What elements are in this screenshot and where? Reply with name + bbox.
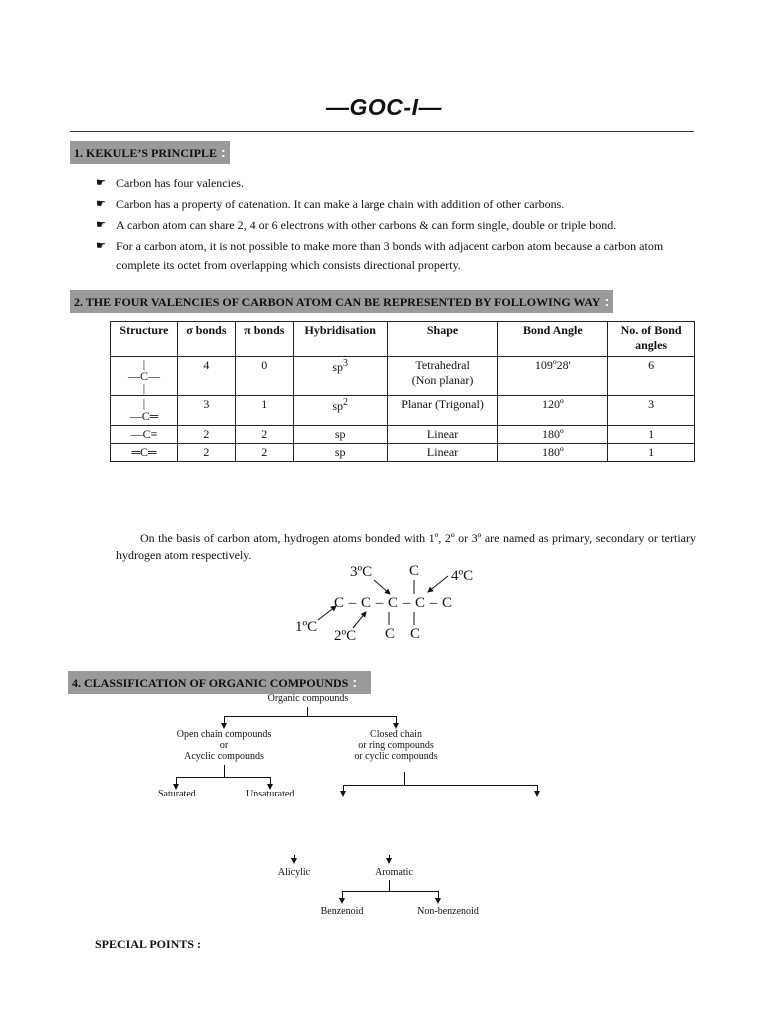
section-4-heading — [68, 671, 371, 694]
bond-count-cell: 1 — [608, 444, 695, 462]
list-item — [96, 174, 702, 193]
chain-label-3c: 3ºC — [350, 564, 373, 580]
arrow-down-icon — [339, 898, 345, 904]
bond-line-icon: | — [142, 357, 146, 371]
pointing-hand-icon: ☛ — [96, 198, 106, 210]
hyb-superscript: 3 — [343, 358, 349, 369]
arrow-down-icon — [340, 791, 346, 797]
chain-bottom-carbon-2: C — [410, 626, 421, 642]
table-row — [111, 444, 695, 462]
shape-subtext: (Non planar) — [411, 373, 474, 387]
shape-cell — [387, 357, 498, 396]
section-2-heading-text: 2. THE FOUR VALENCIES OF CARBON ATOM CAN BE REPRESENTED BY FOLLOWING WAY — [74, 295, 601, 309]
tree-connector — [389, 880, 390, 891]
tree-connector — [224, 765, 225, 777]
bullet-text: Carbon has a property of catenation. It can make a large chain with addition of other carbons. — [116, 197, 565, 211]
arrow-down-icon — [435, 898, 441, 904]
bond-angle-cell: 180º — [498, 426, 608, 444]
sigma-cell: 3 — [177, 396, 235, 426]
arrow-down-icon — [386, 858, 392, 864]
hybridisation-cell — [293, 357, 387, 396]
bullet-text: Carbon has four valencies. — [116, 176, 244, 190]
kekule-bullet-list — [96, 174, 702, 277]
bond-line-icon: | — [142, 381, 146, 395]
shape-cell: Linear — [387, 426, 498, 444]
title-rule — [70, 131, 694, 132]
header-no-of-bond-angles: No. of Bond angles — [608, 322, 695, 357]
tree-node-saturated: Saturated — [158, 789, 196, 796]
pointing-hand-icon: ☛ — [96, 177, 106, 189]
header-sigma: σ bonds — [177, 322, 235, 357]
section-4-colon: : — [352, 674, 358, 690]
section-2-colon: : — [604, 293, 610, 309]
table-row — [111, 396, 695, 426]
structure-cell — [111, 357, 178, 396]
tree-node-aromatic: Aromatic — [375, 867, 413, 878]
table-row — [111, 357, 695, 396]
list-item — [96, 216, 702, 235]
chain-bonds-and-arrows — [290, 560, 470, 650]
bond-angle-cell: 109º28' — [498, 357, 608, 396]
tree-connector — [343, 785, 538, 786]
pi-cell: 2 — [235, 426, 293, 444]
open-chain-line-1: Open chain compounds — [176, 729, 272, 740]
hybridisation-cell: sp — [293, 444, 387, 462]
shape-text: Tetrahedral — [415, 358, 470, 372]
hyb-text: sp — [332, 399, 344, 413]
arrow-3c — [374, 580, 390, 594]
header-pi: π bonds — [235, 322, 293, 357]
chain-main: C – C – C – C – C — [334, 595, 453, 611]
shape-cell — [387, 396, 498, 426]
header-bond-angle: Bond Angle — [498, 322, 608, 357]
sigma-cell: 4 — [177, 357, 235, 396]
arrow-1c — [318, 606, 336, 620]
bond-count-cell: 3 — [608, 396, 695, 426]
section-2-heading — [70, 290, 613, 313]
pi-cell: 2 — [235, 444, 293, 462]
bullet-text: For a carbon atom, it is not possible to make more than 3 bonds with adjacent carbon atom because a carbon atom complete its octet from overlapping which consists directional property. — [116, 239, 664, 272]
tree-connector — [176, 777, 271, 778]
page-title: —GOC-I— — [326, 94, 442, 120]
arrow-2c — [353, 612, 366, 628]
tree-node-closed-chain — [336, 729, 456, 762]
pointing-hand-icon: ☛ — [96, 240, 106, 252]
open-chain-line-3: Acyclic compounds — [184, 751, 264, 762]
table-header-row — [111, 322, 695, 357]
arrow-down-icon — [291, 858, 297, 864]
closed-chain-line-3: or cyclic compounds — [354, 751, 438, 762]
structure-cell: ═C═ — [111, 444, 178, 462]
pi-cell: 1 — [235, 396, 293, 426]
bond-angle-cell: 180º — [498, 444, 608, 462]
bond-line-icon: | — [142, 396, 146, 410]
closed-chain-line-2: or ring compounds — [358, 740, 434, 751]
open-chain-line-2: or — [219, 740, 229, 751]
arrow-down-icon — [534, 791, 540, 797]
tree-root: Organic compounds — [267, 693, 349, 704]
section-1-colon: : — [221, 144, 226, 160]
hyb-superscript: 2 — [343, 397, 349, 408]
structure-cell — [111, 396, 178, 426]
shape-cell: Linear — [387, 444, 498, 462]
structure-cell: —C≡ — [111, 426, 178, 444]
table-row — [111, 426, 695, 444]
tree-connector — [404, 772, 405, 785]
arrow-4c — [428, 576, 448, 592]
hybridisation-cell: sp — [293, 426, 387, 444]
bond-angle-cell: 120º — [498, 396, 608, 426]
section-1-heading — [70, 141, 230, 164]
tree-connector — [342, 891, 439, 892]
shape-text: Planar (Trigonal) — [401, 397, 484, 411]
bond-count-cell: 1 — [608, 426, 695, 444]
hyb-text: sp — [332, 360, 344, 374]
chain-top-carbon: C — [409, 563, 420, 579]
chain-label-4c: 4ºC — [451, 568, 474, 584]
structure-formula: —C═ — [129, 409, 159, 423]
pi-cell: 0 — [235, 357, 293, 396]
header-structure: Structure — [111, 322, 178, 357]
header-hybridisation: Hybridisation — [293, 322, 387, 357]
tree-node-non-benzenoid: Non-benzenoid — [417, 906, 479, 917]
list-item — [96, 237, 702, 275]
sigma-cell: 2 — [177, 426, 235, 444]
section-1-heading-text: 1. KEKULE’S PRINCIPLE — [74, 146, 218, 160]
pointing-hand-icon: ☛ — [96, 219, 106, 231]
tree-connector — [307, 707, 308, 716]
hydrogen-paragraph: On the basis of carbon atom, hydrogen atoms bonded with 1º, 2º or 3º are named as primary, secondary or tertiary hydrogen atom respectively. — [116, 531, 696, 562]
list-item — [96, 195, 702, 214]
structure-formula: —C— — [127, 369, 160, 383]
chain-bottom-carbon-1: C — [385, 626, 396, 642]
bond-count-cell: 6 — [608, 357, 695, 396]
header-shape: Shape — [387, 322, 498, 357]
bullet-text: A carbon atom can share 2, 4 or 6 electrons with other carbons & can form single, double or triple bond. — [116, 218, 617, 232]
closed-chain-line-1: Closed chain — [370, 729, 422, 740]
hybridisation-cell — [293, 396, 387, 426]
tree-connector — [224, 716, 397, 717]
valency-table — [110, 321, 695, 462]
special-points-heading: SPECIAL POINTS : — [95, 937, 202, 951]
sigma-cell: 2 — [177, 444, 235, 462]
tree-node-unsaturated: Unsaturated — [246, 789, 295, 796]
chain-label-1c: 1ºC — [295, 619, 318, 635]
tree-clipped-leaves — [140, 789, 340, 796]
section-4-heading-text: 4. CLASSIFICATION OF ORGANIC COMPOUNDS — [72, 676, 349, 690]
tree-node-benzenoid: Benzenoid — [320, 906, 364, 917]
tree-node-alicyclic: Alicylic — [277, 867, 311, 878]
chain-label-2c: 2ºC — [334, 628, 357, 644]
tree-node-open-chain — [160, 729, 288, 762]
